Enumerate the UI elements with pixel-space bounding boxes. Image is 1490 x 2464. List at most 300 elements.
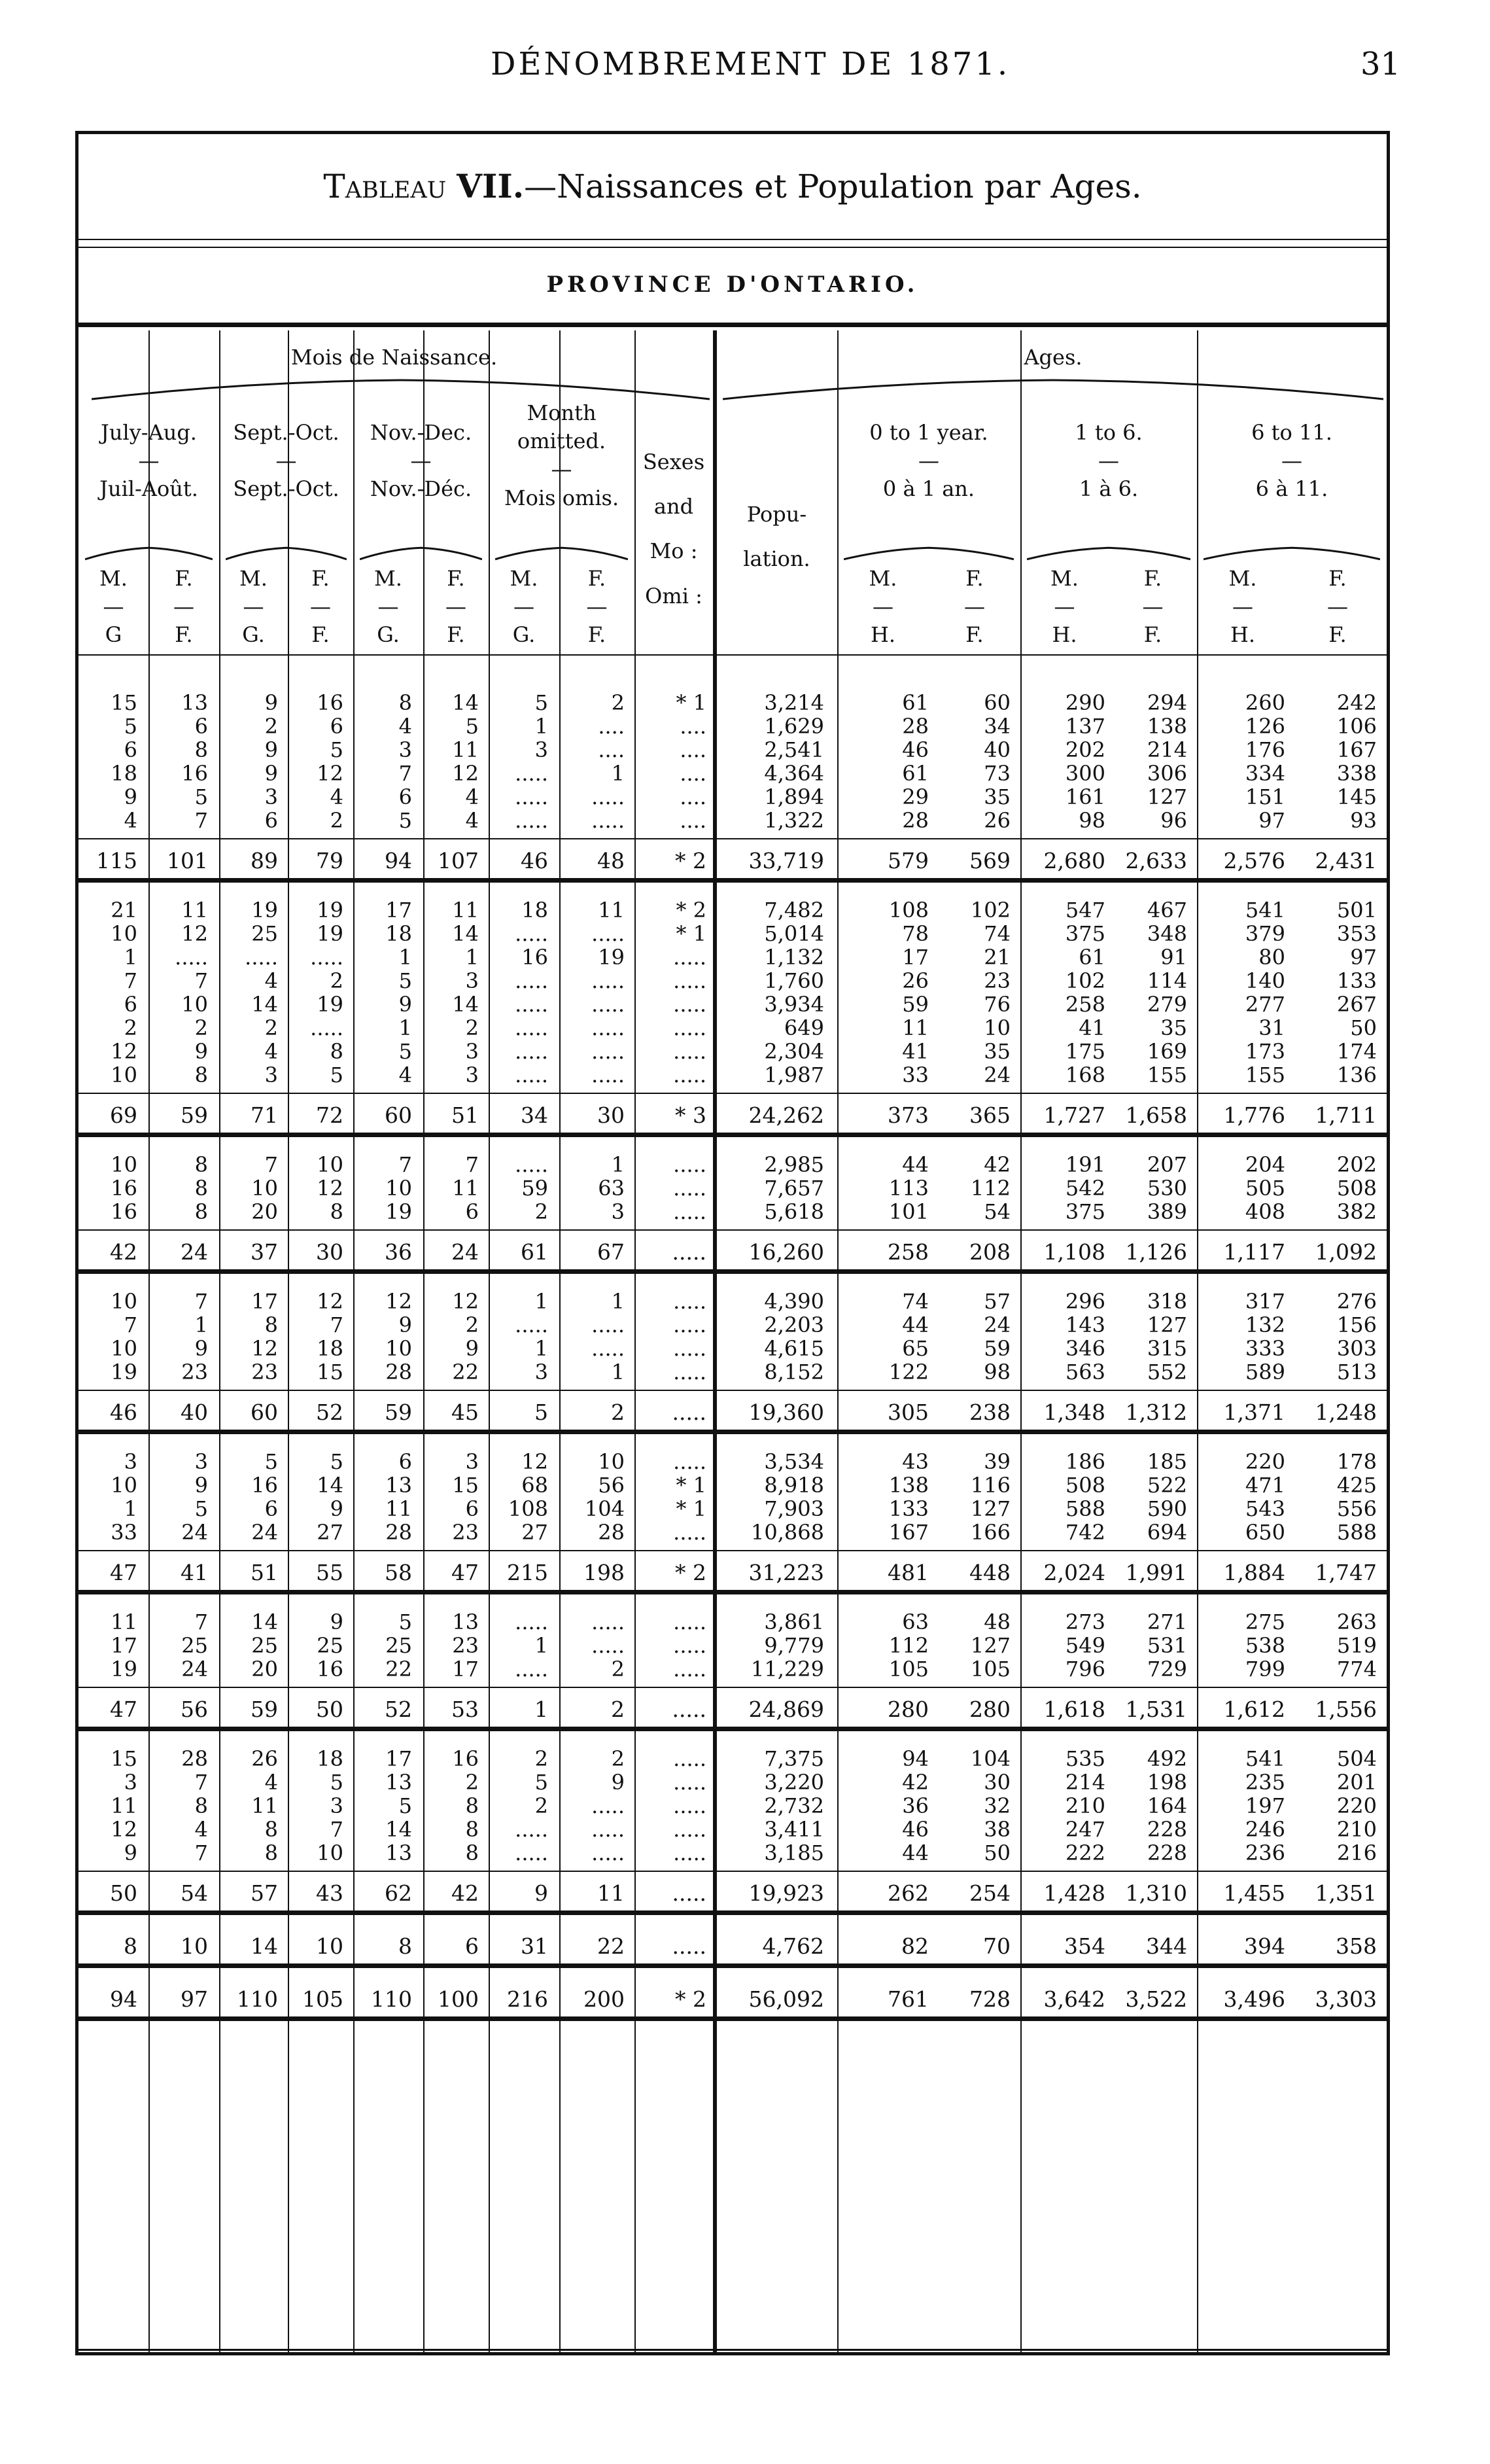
sex-code-fr: F. [175, 622, 193, 648]
table-cell: 14 [452, 690, 479, 715]
sex-brace [85, 546, 213, 561]
table-cell: 214 [1147, 737, 1187, 762]
group-rule [78, 1910, 1387, 1915]
table-cell: 53 [451, 1697, 479, 1722]
table-cell: 23 [984, 968, 1011, 993]
table-cell: 6 [194, 714, 208, 739]
table-cell: 379 [1245, 921, 1285, 946]
dash: — [410, 448, 432, 474]
juil-aout-label: Juil-Août. [99, 476, 198, 502]
table-cell: 6 [124, 737, 137, 762]
table-cell: 33,719 [748, 848, 824, 873]
sex-code: M. [99, 566, 128, 591]
month-omitted-heading [489, 399, 634, 512]
table-cell: 5 [330, 1063, 343, 1087]
table-row [78, 761, 1387, 784]
table-cell: ..... [515, 1063, 548, 1087]
table-cell: 155 [1245, 1063, 1285, 1087]
table-cell: 97 [1258, 808, 1285, 833]
table-cell: 35 [984, 784, 1011, 809]
table-cell: 3,522 [1125, 1986, 1187, 2012]
table-cell: 25 [251, 921, 278, 946]
table-cell: 11 [181, 898, 208, 923]
table-cell: 2 [194, 1015, 208, 1040]
table-cell: 2,680 [1043, 848, 1105, 873]
age-0-1-fr-label: 0 à 1 an. [882, 476, 975, 502]
table-cell: 24 [181, 1239, 208, 1265]
table-cell: 65 [902, 1336, 929, 1361]
table-cell: ..... [175, 945, 208, 970]
table-cell: ..... [673, 1840, 706, 1865]
table-cell: 104 [584, 1496, 625, 1521]
table-cell: 47 [110, 1697, 137, 1722]
table-cell: 22 [452, 1360, 479, 1384]
table-cell: 348 [1147, 921, 1187, 946]
table-cell: 1,612 [1223, 1697, 1285, 1722]
table-cell: 2 [330, 968, 343, 993]
table-cell: ..... [515, 1015, 548, 1040]
table-cell: 4,762 [762, 1933, 824, 1959]
table-cell: ..... [673, 1336, 706, 1361]
table-cell: 729 [1147, 1657, 1187, 1681]
table-cell: 26 [251, 1746, 278, 1771]
table-cell: 589 [1245, 1360, 1285, 1384]
table-cell: ..... [515, 784, 548, 809]
table-cell: 3 [330, 1793, 343, 1818]
table-cell: 207 [1147, 1152, 1187, 1177]
table-cell: 155 [1147, 1063, 1187, 1087]
table-cell: 6 [465, 1199, 479, 1224]
table-cell: 167 [888, 1520, 929, 1545]
table-cell: 127 [1147, 784, 1187, 809]
table-cell: 138 [888, 1473, 929, 1498]
table-cell: 262 [888, 1880, 929, 1906]
table-cell: 12 [385, 1289, 412, 1314]
table-cell: 4 [465, 784, 479, 809]
table-cell: 114 [1147, 968, 1187, 993]
table-cell: 9,779 [764, 1633, 824, 1658]
table-cell: 19 [317, 992, 343, 1017]
table-cell: 31 [521, 1933, 548, 1959]
table-cell: 14 [317, 1473, 343, 1498]
table-cell: 156 [1336, 1312, 1377, 1337]
table-cell: ..... [591, 1610, 625, 1634]
total-row [78, 1933, 1387, 1959]
table-cell: 1 [398, 1015, 412, 1040]
table-cell: ..... [515, 992, 548, 1017]
table-cell: 7 [330, 1312, 343, 1337]
table-cell: 6 [264, 1496, 278, 1521]
table-cell: 235 [1245, 1770, 1285, 1795]
table-cell: 59 [984, 1336, 1011, 1361]
table-cell: 538 [1245, 1633, 1285, 1658]
table-cell: 175 [1065, 1039, 1105, 1064]
table-cell: 556 [1336, 1496, 1377, 1521]
table-cell: 9 [264, 737, 278, 762]
table-cell: 178 [1336, 1449, 1377, 1474]
table-cell: 108 [888, 898, 929, 923]
subtotal-rule [78, 1229, 1387, 1231]
table-cell: 71 [251, 1102, 278, 1128]
table-cell: 46 [521, 848, 548, 873]
table-cell: 11 [385, 1496, 412, 1521]
table-cell: 3,214 [764, 690, 824, 715]
table-cell: 2 [611, 1746, 625, 1771]
table-row [78, 1063, 1387, 1085]
table-cell: 2 [465, 1770, 479, 1795]
table-cell: 9 [124, 784, 137, 809]
table-cell: 9 [534, 1880, 548, 1906]
total-row [78, 1239, 1387, 1265]
table-cell: 10 [111, 1473, 137, 1498]
table-cell: 46 [902, 737, 929, 762]
table-cell: 5 [330, 1770, 343, 1795]
table-row [78, 992, 1387, 1015]
table-cell: 2 [611, 1697, 625, 1722]
sex-code-fr: H. [870, 622, 896, 648]
table-cell: 7 [264, 1152, 278, 1177]
table-cell: 10 [111, 921, 137, 946]
table-cell: 14 [452, 921, 479, 946]
table-cell: 4 [194, 1817, 208, 1842]
table-cell: 35 [984, 1039, 1011, 1064]
table-cell: 19 [385, 1199, 412, 1224]
table-cell: 60 [385, 1102, 412, 1128]
table-cell: 8 [465, 1793, 479, 1818]
sex-code-fr: H. [1230, 622, 1256, 648]
sex-code-fr: F. [1143, 622, 1162, 648]
table-cell: 24 [181, 1657, 208, 1681]
table-cell: ..... [591, 784, 625, 809]
table-cell: 169 [1147, 1039, 1187, 1064]
table-cell: 471 [1245, 1473, 1285, 1498]
table-cell: 1 [611, 761, 625, 786]
dash: — [964, 594, 985, 620]
table-cell: 267 [1336, 992, 1377, 1017]
sex-code-fr: F. [447, 622, 465, 648]
table-cell: 26 [984, 808, 1011, 833]
table-cell: ..... [673, 1793, 706, 1818]
table-cell: 201 [1336, 1770, 1377, 1795]
table-cell: 94 [902, 1746, 929, 1771]
subtotal-rule [78, 1093, 1387, 1094]
table-cell: 318 [1147, 1289, 1187, 1314]
table-cell: 18 [317, 1746, 343, 1771]
table-cell: ..... [673, 945, 706, 970]
table-cell: 7 [194, 968, 208, 993]
table-cell: 138 [1147, 714, 1187, 739]
table-cell: 24 [251, 1520, 278, 1545]
table-cell: ..... [673, 1176, 706, 1201]
table-cell: 6 [330, 714, 343, 739]
sex-brace [1027, 546, 1190, 561]
table-cell: 14 [251, 1610, 278, 1634]
table-cell: 492 [1147, 1746, 1187, 1771]
table-cell: 3 [465, 1449, 479, 1474]
table-cell: * 1 [676, 1496, 706, 1521]
table-cell: 38 [984, 1817, 1011, 1842]
brace-ages [723, 376, 1383, 402]
table-cell: 18 [385, 921, 412, 946]
title-rule [78, 239, 1387, 240]
table-cell: 18 [111, 761, 137, 786]
table-cell: 34 [984, 714, 1011, 739]
table-cell: 7 [330, 1817, 343, 1842]
table-cell: ..... [673, 968, 706, 993]
table-cell: 346 [1065, 1336, 1105, 1361]
table-cell: 2,431 [1315, 848, 1377, 873]
table-cell: ..... [591, 968, 625, 993]
table-cell: 26 [902, 968, 929, 993]
sex-code: F. [447, 566, 465, 591]
table-cell: 61 [902, 690, 929, 715]
table-row [78, 1449, 1387, 1472]
table-cell: 79 [316, 848, 343, 873]
table-cell: 522 [1147, 1473, 1187, 1498]
table-cell: 10 [251, 1176, 278, 1201]
table-cell: 16 [452, 1746, 479, 1771]
table-cell: 11,229 [751, 1657, 824, 1681]
table-cell: 23 [181, 1360, 208, 1384]
table-cell: 13 [452, 1610, 479, 1634]
table-cell: 7,482 [764, 898, 824, 923]
table-cell: 6 [398, 1449, 412, 1474]
table-cell: 59 [521, 1176, 548, 1201]
table-cell: 8 [398, 1933, 412, 1959]
table-cell: ..... [515, 1817, 548, 1842]
dash: — [1142, 594, 1164, 620]
table-cell: 74 [984, 921, 1011, 946]
table-cell: 508 [1336, 1176, 1377, 1201]
table-cell: 742 [1065, 1520, 1105, 1545]
table-cell: 2,633 [1125, 848, 1187, 873]
table-cell: 7 [194, 1289, 208, 1314]
table-cell: 42 [902, 1770, 929, 1795]
table-cell: 36 [385, 1239, 412, 1265]
nov-dec-fr-label: Nov.-Déc. [370, 476, 472, 502]
sex-code-fr: G. [512, 622, 536, 648]
province-rule [78, 323, 1387, 327]
table-cell: 3 [465, 1063, 479, 1087]
table-cell: .... [680, 737, 706, 762]
female-subheading [148, 565, 219, 650]
table-cell: 294 [1147, 690, 1187, 715]
table-cell: 3 [534, 737, 548, 762]
table-cell: * 2 [676, 898, 706, 923]
table-cell: 14 [251, 992, 278, 1017]
sex-code-fr: F. [965, 622, 984, 648]
table-cell: 276 [1336, 1289, 1377, 1314]
table-cell: 2,024 [1043, 1560, 1105, 1585]
table-cell: 17 [385, 1746, 412, 1771]
table-title-text: —Naissances et Population par Ages. [524, 167, 1142, 205]
table-cell: * 2 [675, 848, 706, 873]
table-cell: 22 [597, 1933, 625, 1959]
table-cell: 47 [110, 1560, 137, 1585]
table-cell: 17 [385, 898, 412, 923]
table-cell: 4 [264, 1039, 278, 1064]
sex-code: F. [587, 566, 606, 591]
table-cell: 15 [317, 1360, 343, 1384]
table-cell: 63 [902, 1610, 929, 1634]
table-cell: 1,428 [1043, 1880, 1105, 1906]
table-cell: 273 [1065, 1610, 1105, 1634]
table-cell: 799 [1245, 1657, 1285, 1681]
table-cell: 1,727 [1043, 1102, 1105, 1128]
table-cell: 10 [111, 1152, 137, 1177]
table-cell: 8 [194, 1176, 208, 1201]
table-title [78, 167, 1387, 205]
table-cell: 28 [902, 808, 929, 833]
table-cell: 16 [181, 761, 208, 786]
table-cell: 317 [1245, 1289, 1285, 1314]
table-row [78, 1770, 1387, 1793]
table-cell: 353 [1336, 921, 1377, 946]
table-cell: 50 [110, 1880, 137, 1906]
table-cell: 6 [398, 784, 412, 809]
table-cell: 1,322 [764, 808, 824, 833]
table-cell: ..... [310, 945, 343, 970]
table-cell: 10 [111, 1063, 137, 1087]
table-cell: 8 [194, 1793, 208, 1818]
population-heading [716, 501, 837, 573]
table-cell: 354 [1064, 1933, 1105, 1959]
table-cell: * 2 [675, 1560, 706, 1585]
table-cell: 143 [1065, 1312, 1105, 1337]
sex-code: M. [1228, 566, 1257, 591]
table-cell: 16 [111, 1176, 137, 1201]
sex-code: M. [869, 566, 897, 591]
dash: — [513, 594, 534, 620]
table-cell: ..... [673, 1152, 706, 1177]
table-cell: 94 [110, 1986, 137, 2012]
table-cell: 116 [970, 1473, 1011, 1498]
table-cell: 48 [984, 1610, 1011, 1634]
table-cell: ..... [591, 1312, 625, 1337]
table-cell: 13 [385, 1770, 412, 1795]
table-cell: ..... [515, 1840, 548, 1865]
table-cell: 306 [1147, 761, 1187, 786]
table-cell: ..... [672, 1399, 706, 1425]
table-cell: 17 [902, 945, 929, 970]
table-cell: 110 [371, 1986, 412, 2012]
table-cell: 2 [611, 690, 625, 715]
table-cell: 50 [984, 1840, 1011, 1865]
table-cell: 102 [970, 898, 1011, 923]
table-cell: 3 [465, 1039, 479, 1064]
table-cell: 28 [181, 1746, 208, 1771]
table-cell: 4 [124, 808, 137, 833]
table-cell: 1,126 [1125, 1239, 1187, 1265]
table-cell: 10 [385, 1176, 412, 1201]
group-rule [78, 1727, 1387, 1731]
table-cell: 68 [521, 1473, 548, 1498]
table-cell: .... [598, 737, 625, 762]
table-cell: 6 [465, 1933, 479, 1959]
table-cell: 552 [1147, 1360, 1187, 1384]
table-cell: 3 [611, 1199, 625, 1224]
subtotal-rule [78, 1687, 1387, 1688]
table-cell: 1 [124, 1496, 137, 1521]
table-cell: 67 [597, 1239, 625, 1265]
table-row [78, 1657, 1387, 1680]
sex-code-fr: F. [311, 622, 330, 648]
table-cell: 12 [521, 1449, 548, 1474]
table-cell: 13 [385, 1473, 412, 1498]
table-cell: 220 [1336, 1793, 1377, 1818]
table-cell: 28 [902, 714, 929, 739]
mo-label: Mo : [650, 538, 698, 564]
table-cell: ..... [515, 761, 548, 786]
table-cell: 151 [1245, 784, 1285, 809]
group-rule [78, 1590, 1387, 1594]
table-cell: 569 [969, 848, 1011, 873]
table-cell: 40 [181, 1399, 208, 1425]
table-cell: 91 [1160, 945, 1187, 970]
table-cell: 375 [1065, 1199, 1105, 1224]
table-cell: 3,642 [1043, 1986, 1105, 2012]
table-cell: 3 [264, 784, 278, 809]
table-cell: 104 [970, 1746, 1011, 1771]
table-cell: ..... [515, 1657, 548, 1681]
table-cell: 8 [465, 1840, 479, 1865]
table-cell: 23 [251, 1360, 278, 1384]
table-cell: 210 [1336, 1817, 1377, 1842]
table-cell: 3 [264, 1063, 278, 1087]
age-0-1-heading [837, 419, 1020, 504]
sex-code: F. [1143, 566, 1162, 591]
table-cell: 106 [1336, 714, 1377, 739]
table-title-prefix: Tableau [323, 167, 447, 205]
table-cell: 3 [124, 1770, 137, 1795]
table-row [78, 1817, 1387, 1840]
table-cell: 271 [1147, 1610, 1187, 1634]
table-cell: 7 [194, 808, 208, 833]
table-cell: 7 [398, 1152, 412, 1177]
table-cell: 7,903 [764, 1496, 824, 1521]
table-cell: 28 [385, 1520, 412, 1545]
table-cell: 12 [317, 1176, 343, 1201]
table-cell: 19 [111, 1360, 137, 1384]
table-cell: 63 [598, 1176, 625, 1201]
table-cell: 2 [330, 808, 343, 833]
table-cell: 796 [1065, 1657, 1105, 1681]
table-cell: ..... [591, 1840, 625, 1865]
table-cell: 44 [902, 1312, 929, 1337]
table-cell: 549 [1065, 1633, 1105, 1658]
table-cell: 5 [194, 1496, 208, 1521]
table-row [78, 1289, 1387, 1312]
table-cell: 8 [194, 1199, 208, 1224]
table-cell: 4 [330, 784, 343, 809]
province-heading: PROVINCE D'ONTARIO. [546, 272, 919, 298]
table-row [78, 1473, 1387, 1496]
sex-code: F. [1328, 566, 1347, 591]
table-cell: 11 [452, 1176, 479, 1201]
table-cell: 60 [984, 690, 1011, 715]
table-cell: 9 [465, 1336, 479, 1361]
sex-code: M. [1050, 566, 1079, 591]
age-6-11-fr-label: 6 à 11. [1255, 476, 1328, 502]
table-cell: 4,390 [764, 1289, 824, 1314]
subtotal-rule [78, 1390, 1387, 1391]
table-cell: 112 [888, 1633, 929, 1658]
table-cell: 2,304 [764, 1039, 824, 1064]
table-cell: 334 [1245, 761, 1285, 786]
table-cell: 198 [1147, 1770, 1187, 1795]
table-cell: 5 [194, 784, 208, 809]
table-cell: 12 [452, 761, 479, 786]
